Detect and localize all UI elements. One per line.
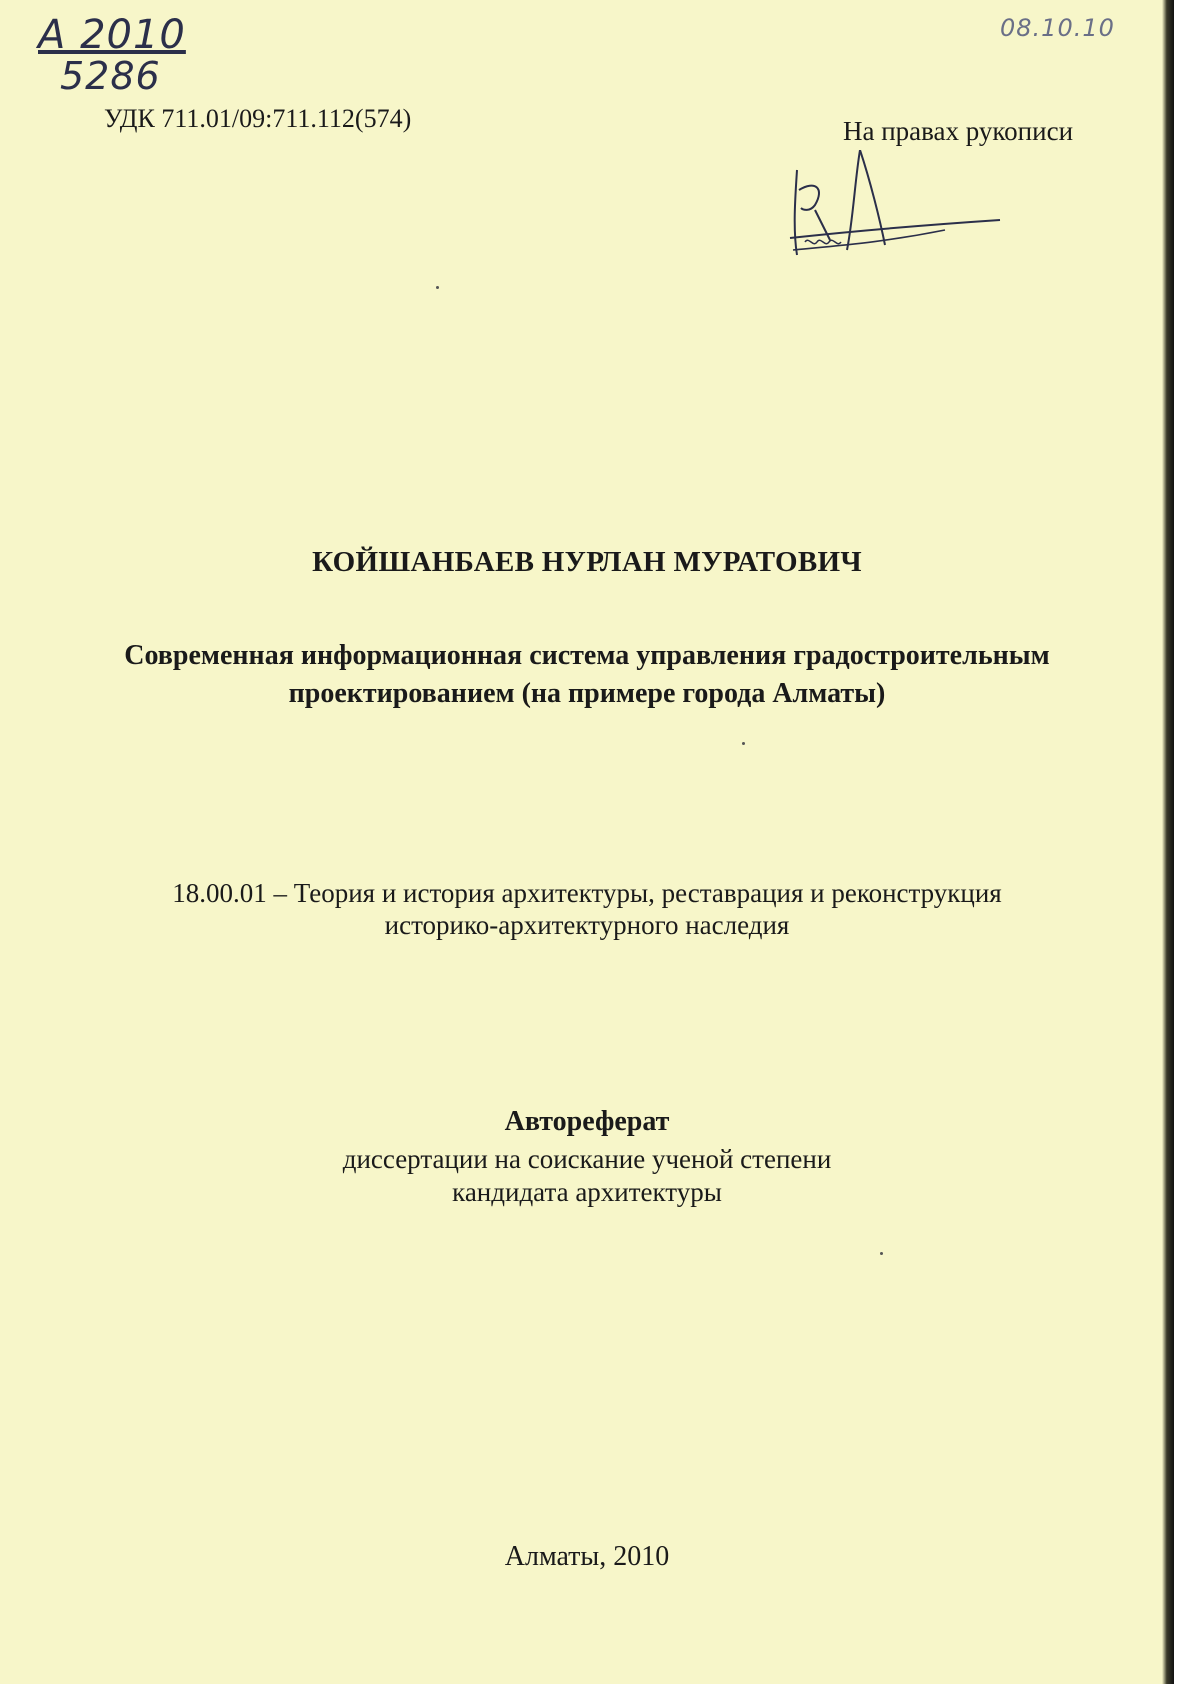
paper-speck	[880, 1252, 883, 1255]
degree-line-1: диссертации на соискание ученой степени	[342, 1144, 832, 1174]
scan-edge	[1162, 0, 1174, 1684]
udk-code: УДК 711.01/09:711.112(574)	[104, 104, 412, 133]
place-and-year: Алматы, 2010	[504, 1541, 670, 1572]
handwritten-archive-code: A 2010	[38, 12, 186, 58]
specialty-line-2: историко-архитектурного наследия	[384, 910, 790, 940]
rights-note: На правах рукописи	[843, 116, 1074, 146]
abstract-label: Автореферат	[504, 1106, 670, 1137]
handwritten-archive-number: 5286	[60, 54, 161, 98]
degree-line-2: кандидата архитектуры	[452, 1177, 722, 1207]
handwritten-date: 08.10.10	[1000, 14, 1115, 42]
paper-speck	[436, 286, 439, 289]
paper-speck	[742, 742, 745, 745]
dissertation-title-line-1: Современная информационная система управления градостроительным	[124, 640, 1050, 671]
signature-icon	[785, 150, 1010, 270]
dissertation-title-line-2: проектированием (на примере города Алматы)	[288, 678, 886, 709]
author-name: КОЙШАНБАЕВ НУРЛАН МУРАТОВИЧ	[312, 546, 862, 578]
specialty-line-1: 18.00.01 – Теория и история архитектуры, реставрация и реконструкция	[172, 878, 1002, 908]
